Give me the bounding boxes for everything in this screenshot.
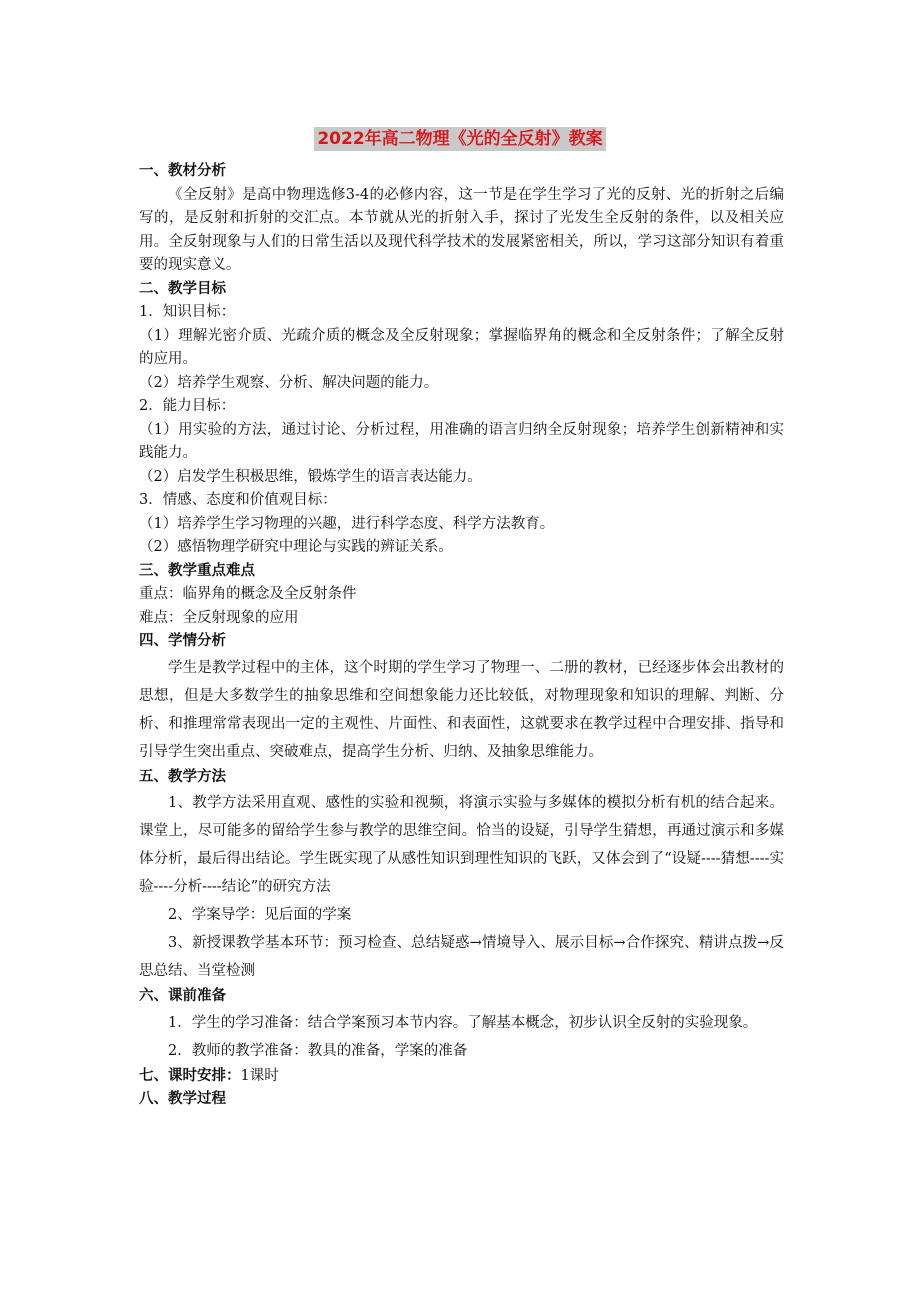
emotion-goal-1: （1）培养学生学习物理的兴趣，进行科学态度、科学方法教育。 bbox=[139, 515, 555, 532]
difficulty-point: 难点：全反射现象的应用 bbox=[139, 609, 299, 626]
section-heading-5: 五、教学方法 bbox=[139, 768, 226, 785]
prep-teacher: 2．教师的教学准备：教具的准备，学案的准备 bbox=[168, 1042, 468, 1059]
section-heading-6: 六、课前准备 bbox=[139, 988, 226, 1004]
section-heading-2: 二、教学目标 bbox=[139, 280, 226, 297]
section-4-paragraph: 学生是教学过程中的主体，这个时期的学生学习了物理一、二册的教材，已经逐步体会出教材的思想，但是大多数学生的抽象思维和空间想象能力还比较低，对物理现象和知识的理解、判断、分析、和推理常常表现出一定的主观性、片面性、和表面性，这就要求在教学过程中合理安排、指导和引导学生突出重点、突破难点，提高学生分析、归纳、及抽象思维能力。 bbox=[139, 659, 784, 760]
section-heading-7: 七、课时安排： bbox=[139, 1067, 241, 1084]
knowledge-goal-title: 1．知识目标： bbox=[139, 304, 236, 320]
section-heading-4: 四、学情分析 bbox=[139, 633, 226, 649]
ability-goal-1: （1）用实验的方法，通过讨论、分析过程，用准确的语言归纳全反射现象；培养学生创新精神和实践能力。 bbox=[139, 421, 784, 461]
document-title: 2022年高二物理《光的全反射》教案 bbox=[314, 127, 605, 151]
emotion-goal-2: （2）感悟物理学研究中理论与实践的辨证关系。 bbox=[139, 539, 453, 555]
focus-point: 重点：临界角的概念及全反射条件 bbox=[139, 586, 357, 602]
method-2: 2、学案导学：见后面的学案 bbox=[168, 907, 352, 923]
emotion-goal-title: 3．情感、态度和价值观目标： bbox=[139, 492, 337, 508]
section-heading-8: 八、教学过程 bbox=[139, 1091, 226, 1107]
prep-student: 1．学生的学习准备：结合学案预习本节内容。了解基本概念，初步认识全反射的实验现象。 bbox=[168, 1014, 758, 1031]
ability-goal-2: （2）启发学生积极思维，锻炼学生的语言表达能力。 bbox=[139, 468, 482, 485]
knowledge-goal-1: （1）理解光密介质、光疏介质的概念及全反射现象；掌握临界角的概念和全反射条件；了解全反射的应用。 bbox=[139, 327, 784, 367]
section-heading-3: 三、教学重点难点 bbox=[139, 562, 255, 579]
method-3: 3、新授课教学基本环节：预习检查、总结疑惑→情境导入、展示目标→合作探究、精讲点拨→反思总结、当堂检测 bbox=[139, 935, 784, 979]
method-1: 1、教学方法采用直观、感性的实验和视频，将演示实验与多媒体的模拟分析有机的结合起来。课堂上，尽可能多的留给学生参与教学的思维空间。恰当的设疑，引导学生猜想，再通过演示和多媒体分析，最后得出结论。学生既实现了从感性知识到理性知识的飞跃，又体会到了“设疑----猜想----实验----分析----结论”的研究方法 bbox=[139, 795, 784, 895]
document-body bbox=[139, 160, 784, 1112]
section-heading-1: 一、教材分析 bbox=[139, 163, 226, 179]
knowledge-goal-2: （2）培养学生观察、分析、解决问题的能力。 bbox=[139, 374, 439, 391]
title-wrap bbox=[0, 127, 920, 151]
class-hours-value: 1课时 bbox=[240, 1067, 279, 1084]
ability-goal-title: 2．能力目标： bbox=[139, 398, 236, 414]
section-7-line bbox=[139, 1065, 784, 1089]
section-1-paragraph: 《全反射》是高中物理选修3-4的必修内容，这一节是在学生学习了光的反射、光的折射之后编写的，是反射和折射的交汇点。本节就从光的折射入手，探讨了光发生全反射的条件，以及相关应用。全反射现象与人们的日常生活以及现代科学技术的发展紧密相关，所以，学习这部分知识有着重要的现实意义。 bbox=[139, 186, 784, 273]
